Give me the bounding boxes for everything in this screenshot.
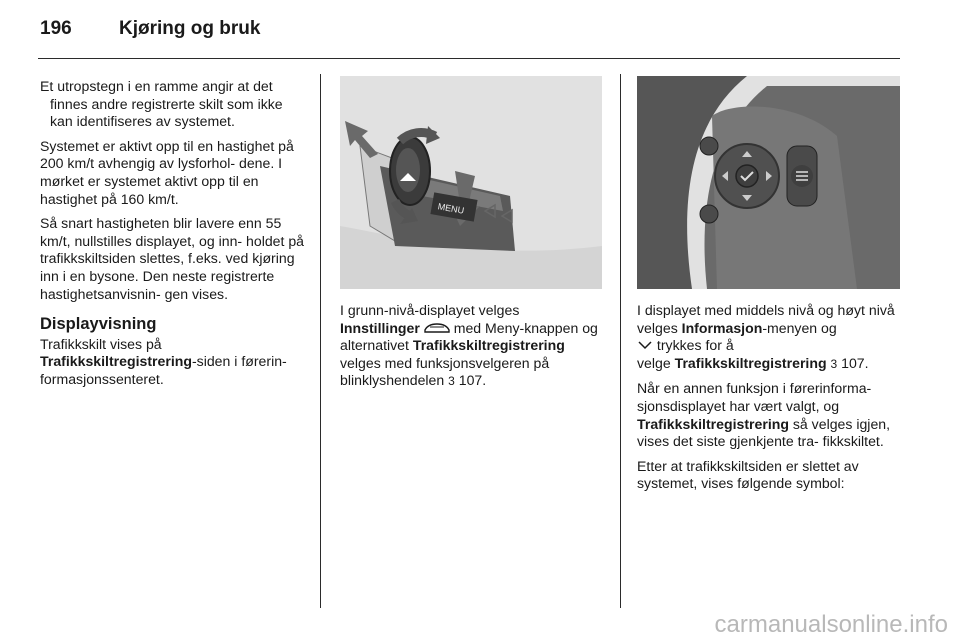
column-divider-1 bbox=[320, 74, 321, 608]
header-rule bbox=[38, 58, 900, 59]
column-2 bbox=[340, 302, 608, 398]
page-title: Kjøring og bruk bbox=[119, 18, 261, 39]
watermark: carmanualsonline.info bbox=[714, 611, 948, 638]
section-heading: Displayvisning bbox=[40, 315, 157, 334]
paragraph-reset: Så snart hastigheten blir lavere enn 55 km/t, nullstilles displayet, og inn- holdet på trafikkskiltsiden slettes, f.eks. ved kjøring inn i en bysone. Den neste registrerte hastighetsanvisnin- gen vises. bbox=[40, 215, 305, 302]
page-number: 196 bbox=[40, 18, 72, 39]
paragraph-information-menu: I displayet med middels nivå og høyt nivå velges Informasjon-menyen og trykkes for å velge Trafikkskiltregistrering 3 107. bbox=[637, 302, 895, 371]
column-1 bbox=[40, 78, 308, 396]
menu-button-label: MENU bbox=[437, 201, 465, 216]
car-icon bbox=[424, 322, 450, 333]
paragraph-speed-limit: Systemet er aktivt opp til en hastighet på 200 km/t avhengig av lysforhol- dene. I mørket er systemet aktivt opp til en hastighet på 160 km/t. bbox=[40, 137, 294, 207]
paragraph-exclamation: Et utropstegn i en ramme angir at det finnes andre registrerte skilt som ikke kan identifiseres av systemet. bbox=[40, 78, 283, 130]
chevron-down-icon bbox=[637, 340, 653, 350]
steering-wheel-illustration bbox=[637, 76, 900, 289]
paragraph-symbol: Etter at trafikkskiltsiden er slettet av systemet, vises følgende symbol: bbox=[637, 457, 859, 492]
reference-arrow-icon: 3 bbox=[830, 356, 838, 371]
paragraph-settings: I grunn-nivå-displayet velges Innstillinger med Meny-knappen og alternativet Trafikkskiltregistrering velges med funksjonsvelgeren på blinklyshendelen 3 107. bbox=[340, 302, 598, 389]
paragraph-reselect: Når en annen funksjon i førerinforma- sjonsdisplayet har vært valgt, og Trafikkskiltregistrering så velges igjen, vises det siste gjenkjente tra- fikkskiltet. bbox=[637, 380, 891, 450]
paragraph-display: Trafikkskilt vises på Trafikkskiltregistrering-siden i førerin- formasjonssenteret. bbox=[40, 335, 287, 387]
stalk-illustration bbox=[340, 76, 602, 289]
column-3 bbox=[637, 302, 907, 500]
column-divider-2 bbox=[620, 74, 621, 608]
reference-arrow-icon: 3 bbox=[448, 374, 455, 389]
